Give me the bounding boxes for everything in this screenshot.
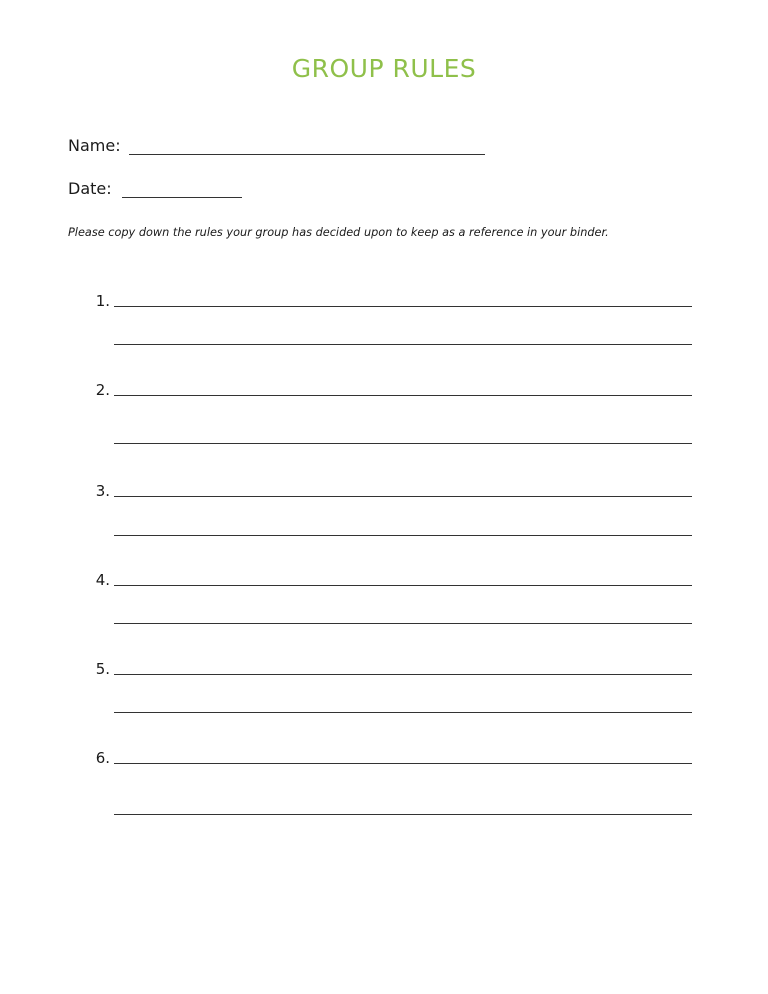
- rule-line[interactable]: [114, 712, 692, 713]
- date-blank-line[interactable]: [122, 183, 242, 198]
- rule-number: 4.: [95, 571, 110, 589]
- name-blank-line[interactable]: [129, 140, 485, 155]
- rule-line[interactable]: [114, 306, 692, 307]
- date-label: Date:: [68, 179, 112, 198]
- rule-line[interactable]: [114, 814, 692, 815]
- rule-number: 3.: [95, 482, 110, 500]
- name-field: [68, 136, 485, 155]
- rule-number: 6.: [95, 749, 110, 767]
- rule-line[interactable]: [114, 535, 692, 536]
- rule-number: 2.: [95, 381, 110, 399]
- page-title: GROUP RULES: [291, 54, 477, 83]
- rule-number: 5.: [95, 660, 110, 678]
- rule-number: 1.: [95, 292, 110, 310]
- name-label: Name:: [68, 136, 121, 155]
- rule-line[interactable]: [114, 395, 692, 396]
- rule-line[interactable]: [114, 496, 692, 497]
- rule-line[interactable]: [114, 623, 692, 624]
- rule-line[interactable]: [114, 763, 692, 764]
- rule-line[interactable]: [114, 443, 692, 444]
- instructions-text: Please copy down the rules your group has decided upon to keep as a reference in your binder.: [68, 226, 609, 239]
- date-field: [68, 179, 242, 198]
- rule-line[interactable]: [114, 585, 692, 586]
- rule-line[interactable]: [114, 344, 692, 345]
- rule-line[interactable]: [114, 674, 692, 675]
